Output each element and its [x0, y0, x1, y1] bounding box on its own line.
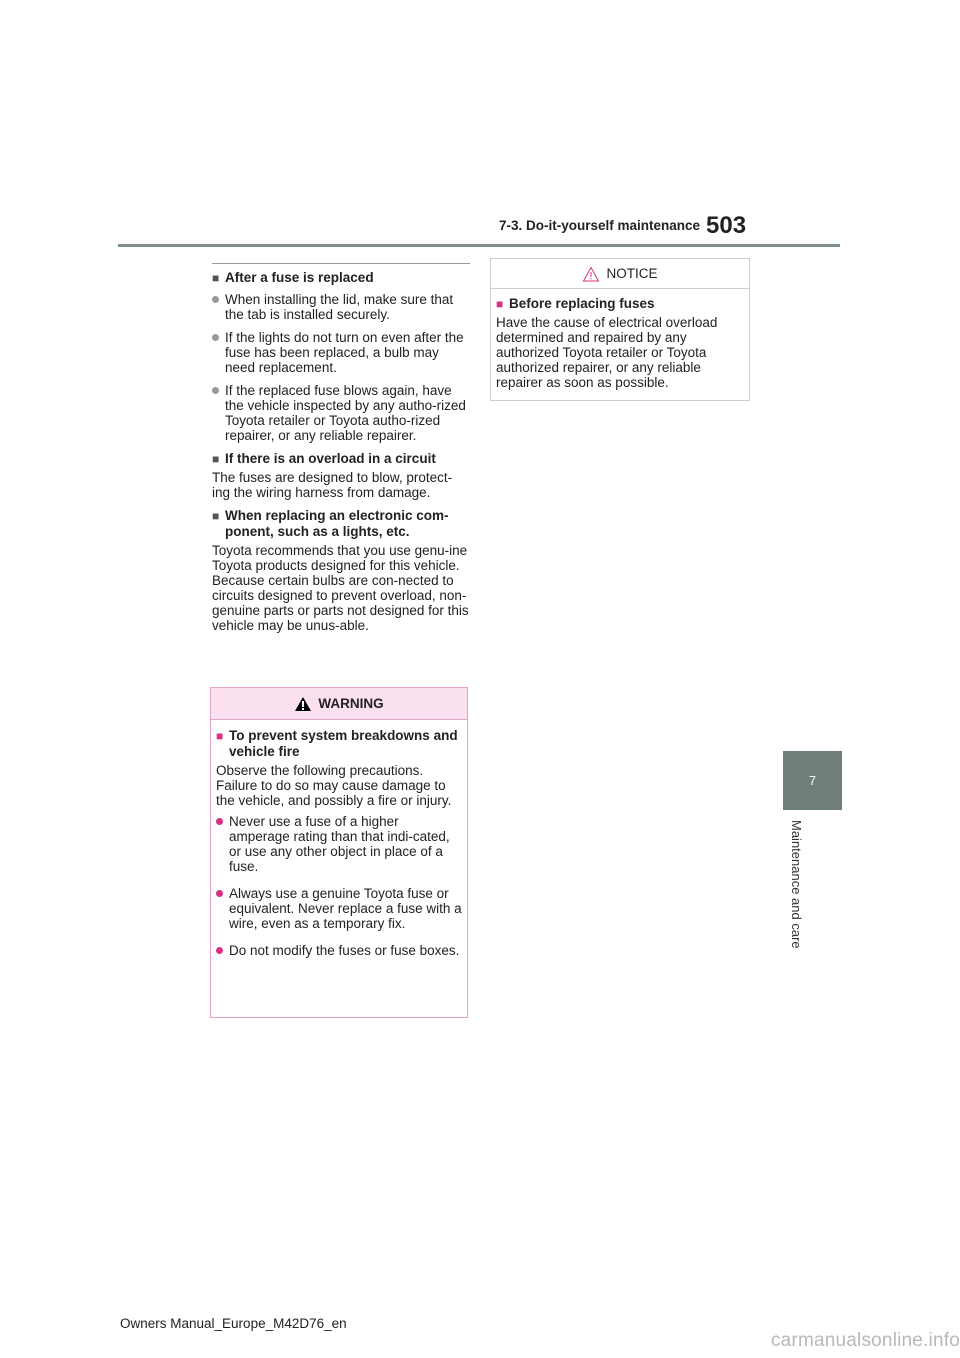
notice-paragraph: Have the cause of electrical overload determined and repaired by any authorized Toyota retailer or Toyota authorized repairer, or any reliable repairer as soon as possible. [496, 315, 718, 390]
column-top-rule [212, 263, 470, 264]
list-item-text: If the replaced fuse blows again, have the vehicle inspected by any autho-rized Toyota retailer or Toyota autho-rized repairer, or any reliable repairer. [225, 383, 466, 443]
subheading-text: When replacing an electronic com-ponent, such as a lights, etc. [225, 508, 449, 539]
warning-header [211, 688, 467, 720]
chapter-number: 7 [808, 773, 817, 788]
warning-body [211, 720, 467, 958]
warning-paragraph: Observe the following precautions. Failure to do so may cause damage to the vehicle, and possibly a fire or injury. [216, 763, 452, 808]
list-item-text: Never use a fuse of a higher amperage rating than that indi-cated, or use any other object in place of a fuse. [229, 814, 450, 874]
warning-title: WARNING [318, 696, 384, 711]
watermark: carmanualsonline.info [770, 1330, 960, 1351]
list-item-text: Always use a genuine Toyota fuse or equivalent. Never replace a fuse with a wire, even as a temporary fix. [229, 886, 462, 931]
list-item [216, 814, 463, 874]
square-bullet-icon: ■ [212, 509, 220, 523]
bullet-dot-icon [212, 334, 219, 341]
notice-subheading [496, 296, 745, 312]
list-item [216, 943, 463, 958]
square-bullet-icon: ■ [216, 729, 224, 743]
subheading-replacing-component [212, 508, 470, 540]
bullet-dot-icon [216, 947, 223, 954]
header-rule [118, 244, 840, 247]
subheading-after-fuse-replaced [212, 270, 470, 286]
section-title: 7-3. Do-it-yourself maintenance [498, 218, 700, 233]
subheading-overload [212, 451, 470, 467]
document-title: Owners Manual_Europe_M42D76_en [120, 1316, 347, 1331]
subheading-text: After a fuse is replaced [225, 270, 374, 285]
notice-header [491, 259, 749, 289]
list-item [212, 292, 470, 322]
bullet-dot-icon [216, 818, 223, 825]
warning-box [210, 687, 468, 1018]
list-item [212, 383, 470, 443]
notice-body [491, 289, 749, 390]
subheading-text: If there is an overload in a circuit [225, 451, 436, 466]
square-bullet-icon: ■ [212, 452, 220, 466]
bullet-dot-icon [212, 296, 219, 303]
square-bullet-icon: ■ [496, 297, 504, 311]
list-item [212, 330, 470, 375]
left-column [212, 263, 470, 641]
bullet-dot-icon [216, 890, 223, 897]
chapter-tab [783, 751, 842, 810]
warning-subheading [216, 728, 463, 760]
notice-title: NOTICE [606, 266, 658, 281]
warning-triangle-icon [294, 696, 312, 712]
bullet-dot-icon [212, 387, 219, 394]
page-number: 503 [706, 212, 747, 239]
square-bullet-icon: ■ [212, 271, 220, 285]
overload-paragraph: The fuses are designed to blow, protect-ing the wiring harness from damage. [212, 470, 453, 500]
list-item-text: When installing the lid, make sure that the tab is installed securely. [225, 292, 454, 322]
list-item [216, 886, 463, 931]
list-item-text: If the lights do not turn on even after the fuse has been replaced, a bulb may need replacement. [225, 330, 464, 375]
subheading-text: Before replacing fuses [509, 296, 655, 311]
subheading-text: To prevent system breakdowns and vehicle fire [229, 728, 458, 759]
notice-triangle-icon [582, 266, 600, 282]
chapter-side-title: Maintenance and care [789, 820, 804, 949]
notice-box [490, 258, 750, 401]
list-item-text: Do not modify the fuses or fuse boxes. [229, 943, 460, 958]
replacing-component-paragraph: Toyota recommends that you use genu-ine Toyota products designed for this vehicle. Because certain bulbs are con-nected to circuits designed to prevent overload, non-genuine parts or parts not designed for this vehicle may be unus-able. [212, 543, 469, 633]
